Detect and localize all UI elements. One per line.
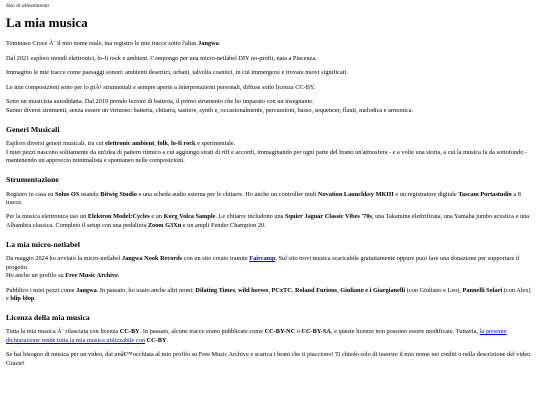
genre-name: lo-fi rock	[171, 140, 196, 148]
former-alias: Pannelli Solari	[462, 286, 503, 294]
tools-text: a 8 tracce.	[6, 190, 521, 206]
instruments-line: Suono diversi strumenti, senza essere un virtuoso: batteria, chitarra, tastiere, synth e, occasionalmente, percussioni, basso, sequencer, flauti, melodica e armonica.	[6, 106, 414, 114]
midi-controller-name: Novation Launchkey MKIII	[317, 190, 394, 198]
genres-heading: Generi Musicali	[6, 124, 60, 134]
tools-text: e una scheda audio esterna per le chitarre. Ho anche un controller midi	[136, 190, 318, 198]
aliases-text: (con Giuliano e Leo),	[405, 286, 463, 294]
recorder-name: Tascam Portastudio	[458, 190, 512, 198]
gear-text: , una Takamine elettrificata, una Yamaha jumbo acustica e una Alhambra classica. Completo il setup con una pedaliera	[6, 213, 530, 229]
licensing-text: Tutta la mia musica Ã¨ rilasciata con licenza	[6, 328, 120, 336]
os-name: Solus OS	[54, 190, 80, 198]
netlabel-text: Ho anche un profilo su	[6, 271, 66, 279]
genres-paragraph	[6, 140, 534, 165]
separator: ,	[167, 140, 171, 148]
aliases-text: .	[34, 294, 36, 302]
netlabel-heading: La mia micro-netlabel	[6, 240, 80, 249]
gear-text: . Le chitarre includono una	[215, 213, 286, 221]
gear-text: Per la musica elettronica uso un	[6, 213, 88, 221]
tools-text: usando	[79, 190, 101, 198]
self-taught-paragraph	[6, 98, 534, 115]
imagine-paragraph: Immagino le mie tracce come paesaggi sonori: ambienti desertici, urbani, talvolta cosmici, in cui immergersi e trovare nuovi significati.	[6, 69, 348, 77]
aliases-text: (con Alex) e	[6, 286, 531, 302]
aliases-text: Pubblico i miei pezzi come	[6, 286, 77, 294]
aliases-text: . In passato, ho usato anche altri nomi:	[96, 286, 196, 294]
pedalboard-name: Zoom G3Xn	[147, 221, 182, 229]
separator: ,	[291, 286, 295, 294]
netlabel-text: con un sito creato tramite	[182, 255, 250, 263]
tools-text: e un registratore digitale	[393, 190, 459, 198]
recording-paragraph	[6, 191, 534, 208]
gear-paragraph	[6, 213, 534, 230]
license-name: CC-BY	[146, 336, 167, 344]
netlabel-text: . Sul sito trovi musica scaricabile gratuitamente oppure puoi fare una donazione per supportare il progetto.	[6, 255, 520, 271]
separator: ,	[268, 286, 272, 294]
separator: ,	[337, 286, 341, 294]
licensing-text: , e queste licenze non possono essere modificate. Tuttavia,	[330, 328, 480, 336]
former-alias: Dilating Times	[195, 286, 235, 294]
netlabel-paragraph	[6, 255, 534, 280]
genres-text-end: e sperimentale.	[195, 140, 236, 148]
former-alias: Roland Furious	[294, 286, 338, 294]
licensing-text: . In passato, alcune tracce erano pubblicate come	[139, 328, 265, 336]
composition-approach-text: I miei pezzi nascono solitamente da un'idea di pattern ritmico a cui aggiungo strati di riff e accordi, immaginando per ogni parte del brano un'atmosfera - e a volte una storia, a cui la musica fa da sottofondo - mantenendo un approccio minimalista e spontaneo nelle composizioni.	[6, 148, 528, 164]
synth-name: Elektron Model:Cycles	[87, 213, 150, 221]
separator: ,	[154, 140, 158, 148]
sampler-name: Korg Volca Sample	[163, 213, 216, 221]
former-alias: Giuliano e i Giargianelli	[340, 286, 406, 294]
former-alias: PCxTC	[271, 286, 292, 294]
former-alias: wild horses	[238, 286, 269, 294]
aliases-paragraph	[6, 287, 534, 304]
license-name: CC-BY-NC	[264, 328, 296, 336]
gear-text: e un ampli Fender Champion 20.	[181, 221, 266, 229]
license-paragraph: Le mie composizioni sono per lo piÃ¹ strumentali e sempre aperte a interpretazioni personali, diffuse sotto licenza CC-BY.	[6, 83, 316, 91]
genre-name: elettronic ambient	[105, 140, 155, 148]
video-use-paragraph: Se hai bisogno di musica per un video, dai unâ€™occhiata al mio profilo su Free Music Archive e scarica i brani che ti piacciono! Ti chiedo solo di inserire il mio nome nei crediti o nella descrizione del video. Grazie!	[6, 351, 532, 367]
page-title: La mia musica	[6, 15, 88, 31]
guitar-name: Squier Jaguar Classic Vibes '70s	[285, 213, 372, 221]
tools-heading: Strumentazione	[6, 175, 59, 185]
license-declaration-link[interactable]: la presente dichiarazione rende tutta la mia musica utilizzabile con	[6, 328, 507, 344]
fma-name: Free Music Archive	[65, 271, 118, 279]
gear-text: e un	[149, 213, 164, 221]
netlabel-text: Da maggio 2024 ho avviato la micro-netlabel	[6, 255, 122, 263]
genre-name: folk	[157, 140, 168, 148]
alias-name: Jangwa	[198, 39, 219, 47]
former-alias: blip blop	[10, 294, 35, 302]
license-name: CC-BY-SA	[301, 328, 331, 336]
licensing-heading: Licenza della mia musica	[6, 313, 90, 323]
intro-text-end: .	[218, 39, 221, 47]
under-construction-notice: Sito in allestimento	[6, 3, 50, 9]
self-taught-line: Sono un musicista autodidatta. Dal 2019 prendo lezioni di batteria, il primo strumento che ho imparato con un insegnante.	[6, 98, 314, 106]
label-name: Jangwa Nook Records	[121, 255, 183, 263]
licensing-text: .	[166, 336, 169, 344]
intro-text: Tommaso Croce Ã¨ il mio nome reale, ma registro le mie tracce sotto l'alias	[6, 39, 199, 47]
about-paragraph: Dal 2021 esploro mondi elettronici, lo-fi rock e ambient. Compongo per una micro-netlabel DIY no-profit, nata a Piacenza.	[6, 54, 317, 62]
license-name: CC-BY	[119, 328, 140, 336]
daw-name: Bitwig Studio	[100, 190, 137, 198]
genres-text: Esploro diversi generi musicali, tra cui	[6, 140, 106, 148]
alias-name: Jangwa	[76, 286, 97, 294]
licensing-text: o	[295, 328, 302, 336]
netlabel-text: .	[117, 271, 120, 279]
faircamp-link[interactable]	[249, 255, 275, 262]
licensing-paragraph	[6, 328, 534, 345]
faircamp-link-label: Faircamp	[249, 255, 276, 263]
intro-paragraph	[6, 40, 534, 48]
separator: ,	[234, 286, 239, 294]
tools-text: Registro in casa su	[6, 190, 55, 198]
